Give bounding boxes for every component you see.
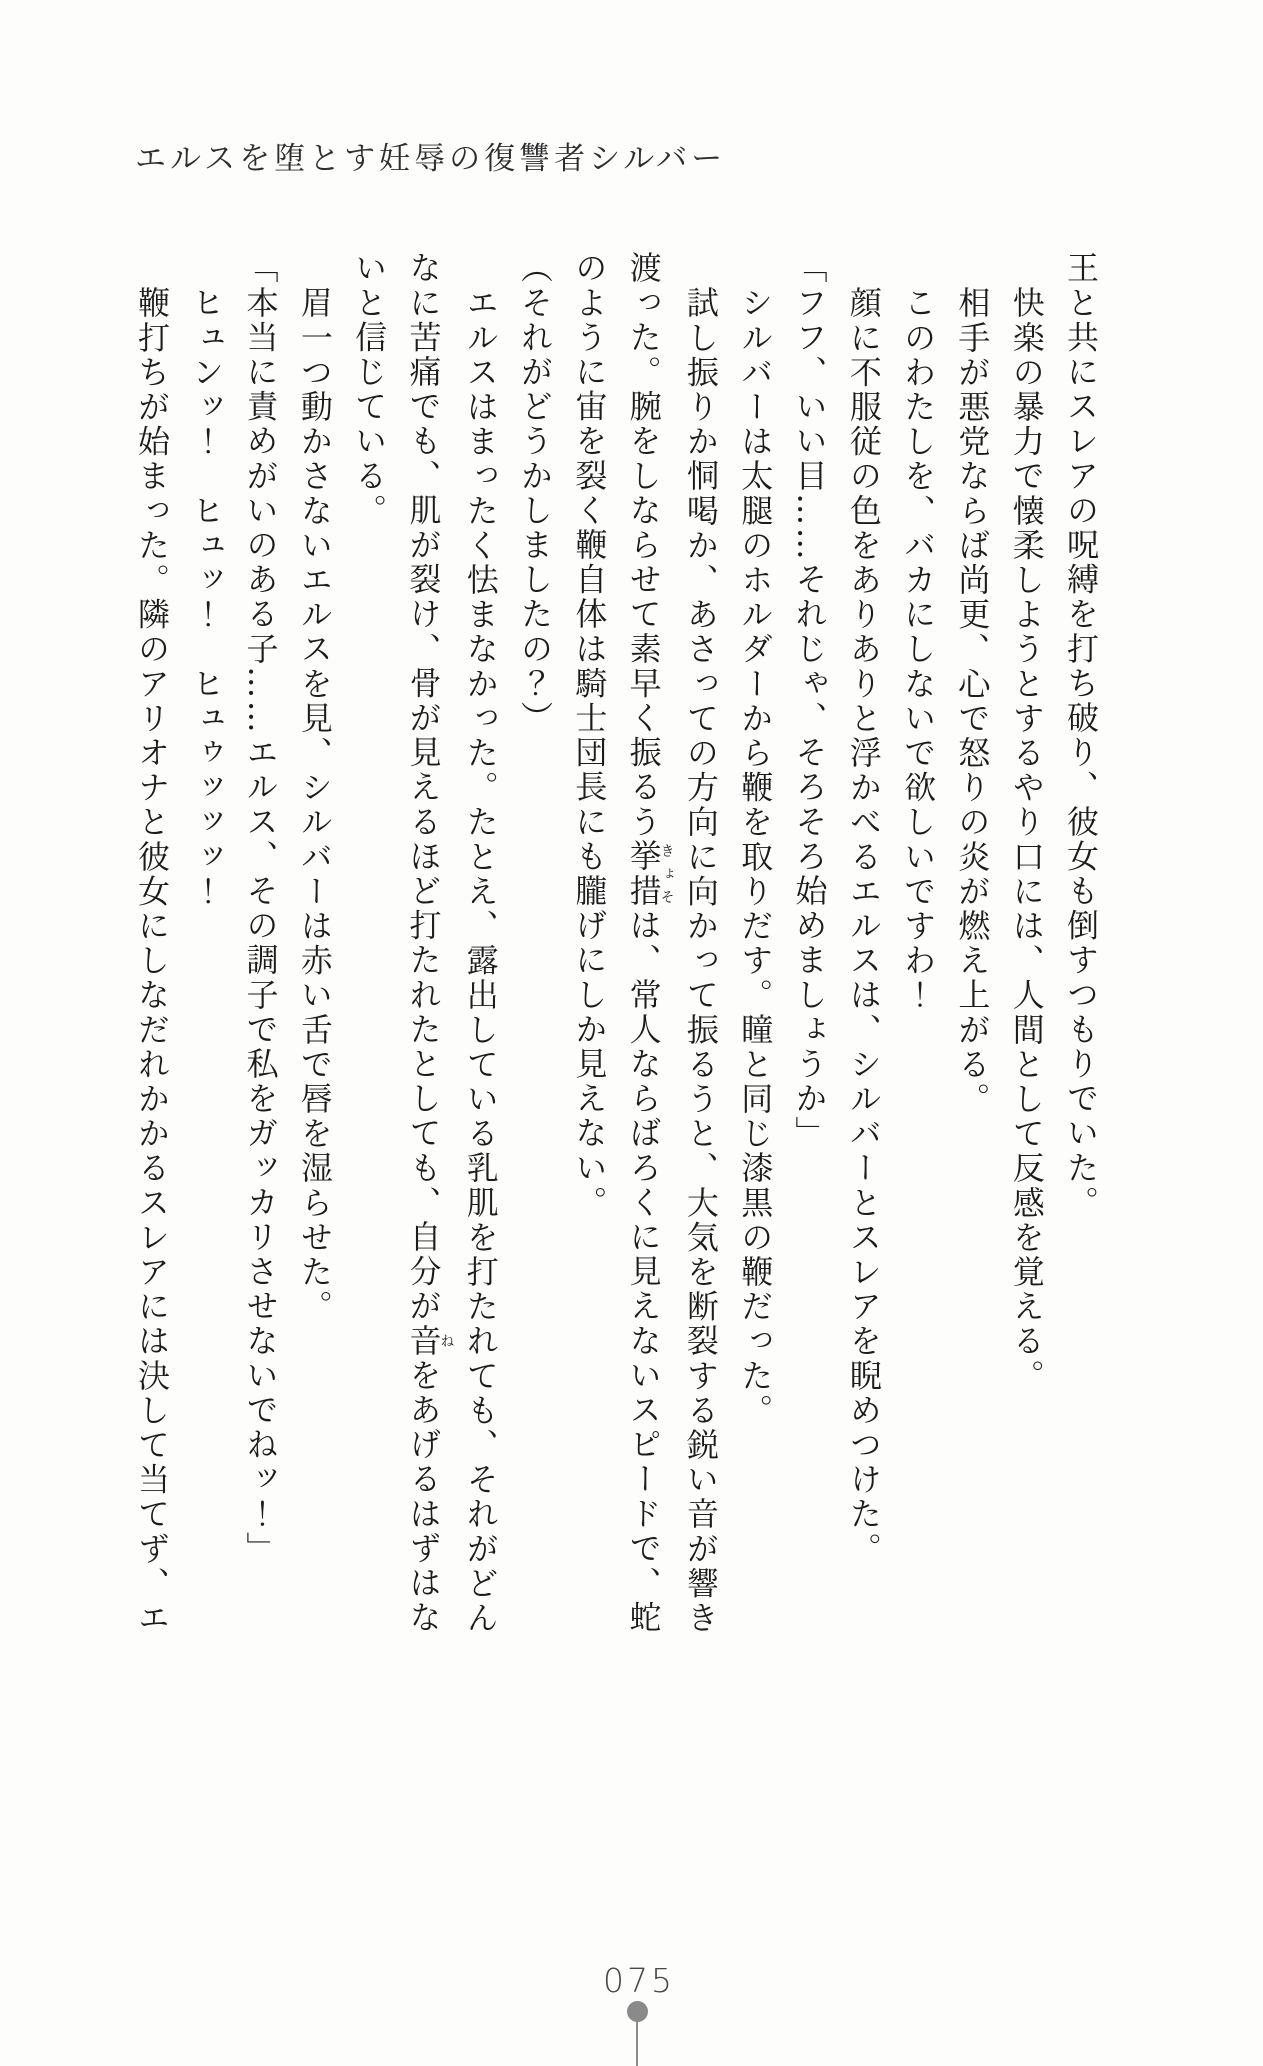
text-column: いと信じている。 xyxy=(350,251,389,528)
page-marker-line xyxy=(636,2018,638,2066)
text-column: なに苦痛でも、肌が裂け、骨が見えるほど打たれたとしても、自分が音ねをあげるはずはな xyxy=(404,251,455,1636)
ruby-annotated-word: 挙措きょそ xyxy=(624,839,675,909)
text-column: 顔に不服従の色をありありと浮かべるエルスは、シルバーとスレアを睨めつけた。 xyxy=(844,285,883,1566)
running-title: エルスを堕とす妊辱の復讐者シルバー xyxy=(135,141,727,177)
text-column: ヒュンッ！ ヒュッ！ ヒュゥッッッ！ xyxy=(187,285,226,909)
text-column: 渡った。腕をしならせて素早く振るう挙措きょそは、常人ならばろくに見えないスピードで、蛇 xyxy=(624,251,675,1636)
text-column: のように宙を裂く鞭自体は騎士団長にも朧げにしか見えない。 xyxy=(570,251,609,1220)
text-column: シルバーは太腿のホルダーから鞭を取りだす。瞳と同じ漆黒の鞭だった。 xyxy=(736,285,775,1428)
text-column: （それがどうかしましたの？） xyxy=(516,251,555,736)
text-column: 鞭打ちが始まった。隣のアリオナと彼女にしなだれかかるスレアには決して当てず、エ xyxy=(132,285,171,1635)
text-column: 「本当に責めがいのある子……エルス、その調子で私をガッカリさせないでねッ！」 xyxy=(241,251,280,1566)
text-column: 快楽の暴力で懐柔しようとするやり口には、人間として反感を覚える。 xyxy=(1007,285,1046,1393)
text-column: 試し振りか恫喝か、あさっての方向に向かって振るうと、大気を断裂する鋭い音が響き xyxy=(681,285,720,1635)
text-column: 相手が悪党ならば尚更、心で怒りの炎が燃え上がる。 xyxy=(953,285,992,1116)
text-column: 眉一つ動かさないエルスを見、シルバーは赤い舌で唇を湿らせた。 xyxy=(295,285,334,1324)
ruby-annotated-word: 音ね xyxy=(404,1323,455,1359)
text-column: 王と共にスレアの呪縛を打ち破り、彼女も倒すつもりでいた。 xyxy=(1062,251,1100,1220)
text-column: エルスはまったく怯まなかった。たとえ、露出している乳肌を打たれても、それがどん xyxy=(461,285,500,1635)
text-column: 「フフ、いい目……それじゃ、そろそろ始めましょうか」 xyxy=(790,251,829,1151)
main-text-block xyxy=(125,251,1108,1651)
page-number: 075 xyxy=(603,1961,675,2000)
text-column: このわたしを、バカにしないで欲しいですわ！ xyxy=(899,285,938,1013)
